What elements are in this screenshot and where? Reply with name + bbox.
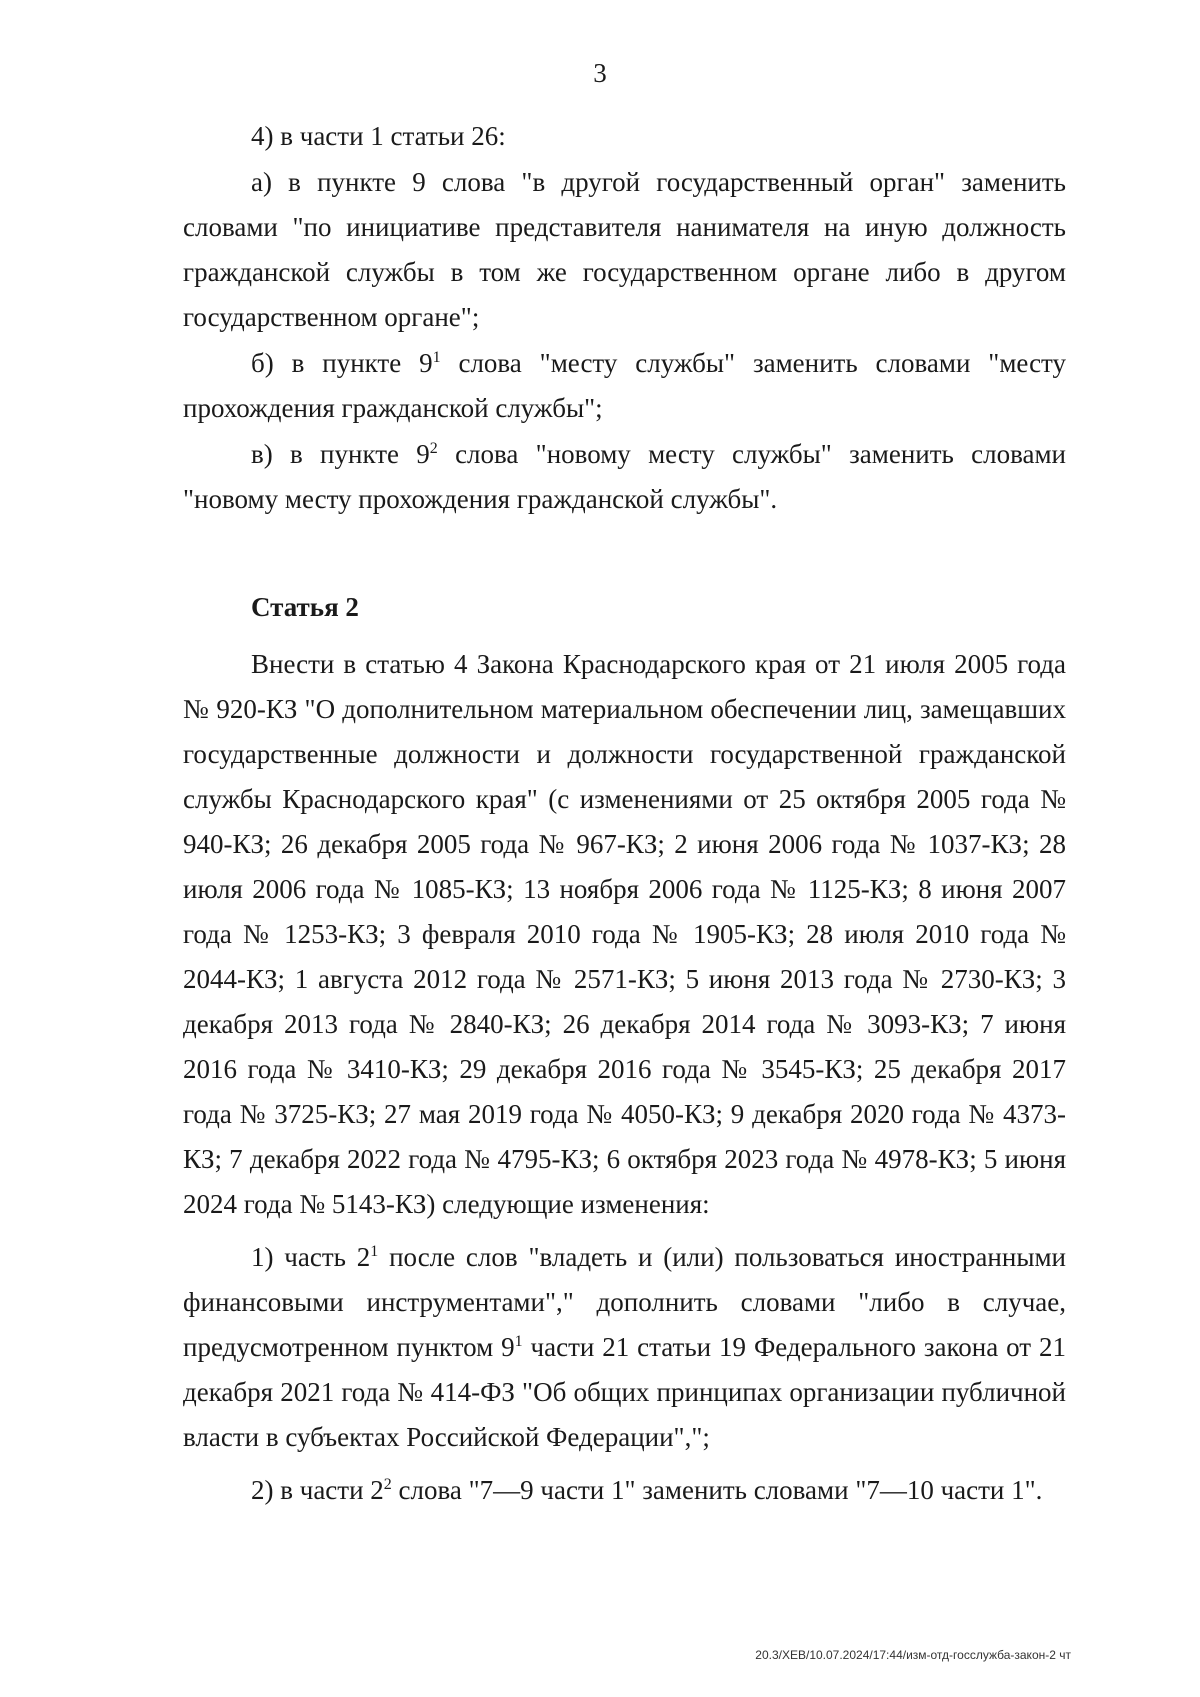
document-body [183,114,1066,1514]
item-c-superscript: 2 [429,440,438,457]
article-2-heading: Статья 2 [251,592,359,622]
item-2-superscript: 2 [383,1476,392,1493]
part4-item-b [183,341,1066,431]
document-footer-code: 20.3/ХЕВ/10.07.2024/17:44/изм-отд-госслужба-закон-2 чт [755,1648,1071,1662]
page-number: 3 [593,58,607,88]
item-c-text-end: слова "новому месту службы" заменить словами "новому месту прохождения гражданской службы". [183,439,1066,514]
item-c-text-start: в) в пункте 9 [251,439,430,469]
item-1-text-c: части 21 статьи 19 Федерального закона от 21 декабря 2021 года № 414-ФЗ "Об общих принципах организации публичной власти в субъектах Российской Федерации","; [183,1332,1066,1452]
part4-item-c [183,432,1066,522]
item-1-superscript-a: 1 [370,1243,379,1260]
item-1-text-a: 1) часть 2 [251,1242,371,1272]
item-2-text-start: 2) в части 2 [251,1475,384,1505]
article-2-item-1 [183,1235,1066,1460]
item-1-superscript-b: 1 [514,1333,523,1350]
item-b-text-end: слова "месту службы" заменить словами "месту прохождения гражданской службы"; [183,348,1066,423]
part4-intro: 4) в части 1 статьи 26: [251,121,506,151]
item-1-text-b: после слов "владеть и (или) пользоваться иностранными финансовыми инструментами"," дополнить словами "либо в случае, предусмотренном пунктом 9 [183,1242,1066,1362]
item-2-text-end: слова "7—9 части 1" заменить словами "7—10 части 1". [391,1475,1043,1505]
part4-item-a: а) в пункте 9 слова "в другой государственный орган" заменить словами "по инициативе представителя нанимателя на иную должность гражданской службы в том же государственном органе либо в другом государственном органе"; [183,167,1066,332]
article-2-item-2 [183,1468,1066,1513]
item-b-text-start: б) в пункте 9 [251,348,433,378]
article-2-body: Внести в статью 4 Закона Краснодарского края от 21 июля 2005 года № 920-КЗ "О дополнительном материальном обеспечении лиц, замещавших государственные должности и должности государственной гражданской службы Краснодарского края" (с изменениями от 25 октября 2005 года № 940-КЗ; 26 декабря 2005 года № 967-КЗ; 2 июня 2006 года № 1037-КЗ; 28 июля 2006 года № 1085-КЗ; 13 ноября 2006 года № 1125-КЗ; 8 июня 2007 года № 1253-КЗ; 3 февраля 2010 года № 1905-КЗ; 28 июля 2010 года № 2044-КЗ; 1 августа 2012 года № 2571-КЗ; 5 июня 2013 года № 2730-КЗ; 3 декабря 2013 года № 2840-КЗ; 26 декабря 2014 года № 3093-КЗ; 7 июня 2016 года № 3410-КЗ; 29 декабря 2016 года № 3545-КЗ; 25 декабря 2017 года № 3725-КЗ; 27 мая 2019 года № 4050-КЗ; 9 декабря 2020 года № 4373-КЗ; 7 декабря 2022 года № 4795-КЗ; 6 октября 2023 года № 4978-КЗ; 5 июня 2024 года № 5143-КЗ) следующие изменения: [183,649,1066,1219]
item-b-superscript: 1 [432,349,441,366]
